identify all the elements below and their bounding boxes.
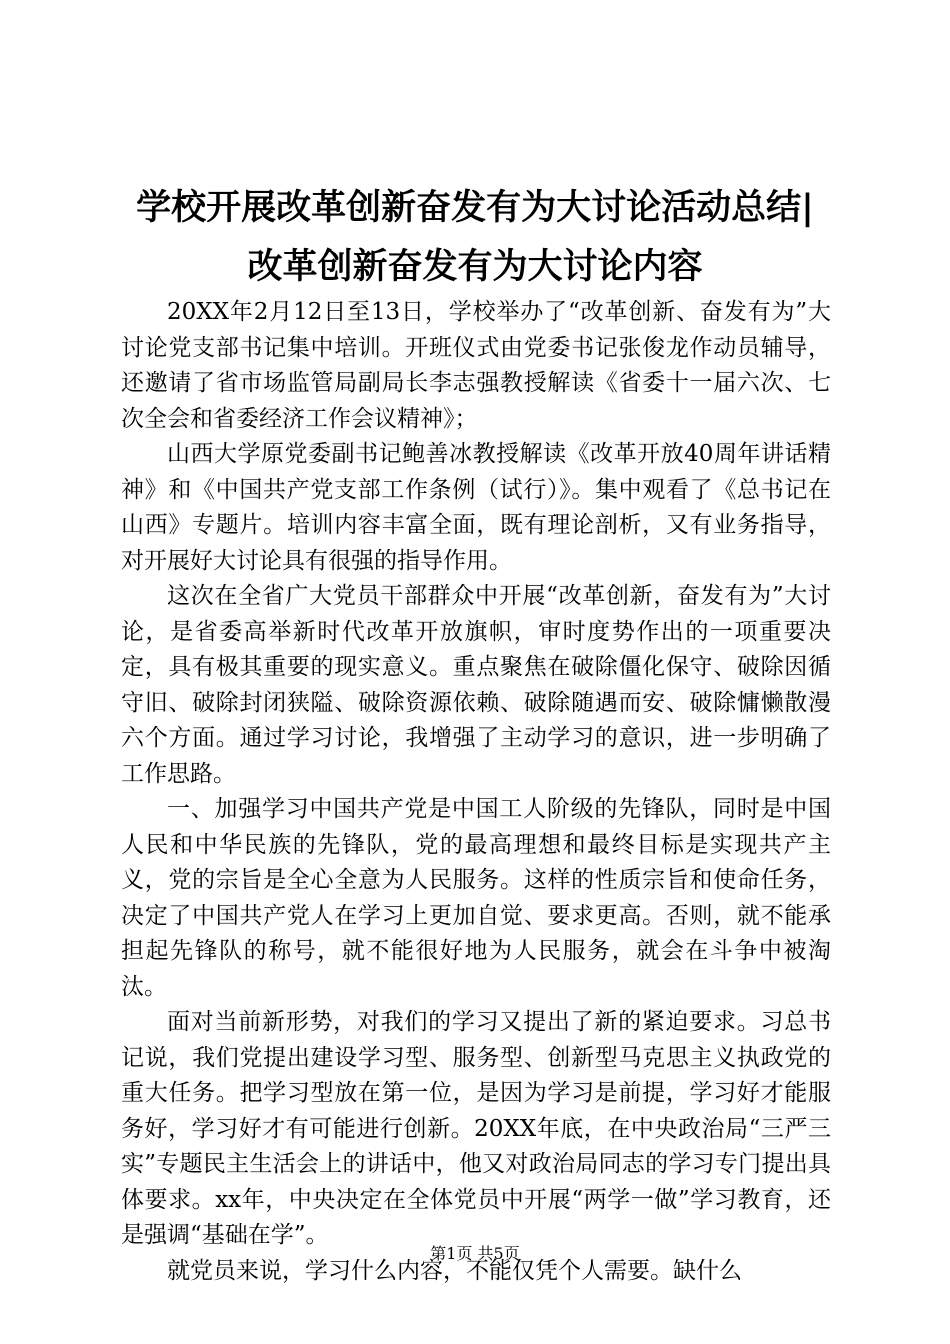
page-footer: 第1页 共5页 <box>430 1244 520 1263</box>
paragraph: 一、加强学习中国共产党是中国工人阶级的先锋队，同时是中国人民和中华民族的先锋队，党的最高理想和最终目标是实现共产主义，党的宗旨是全心全意为人民服务。这样的性质宗旨和使命任务，决定了中国共产党人在学习上更加自觉、要求更高。否则，就不能承担起先锋队的称号，就不能很好地为人民服务，就会在斗争中被淘汰。 <box>121 796 831 1000</box>
paragraph: 面对当前新形势，对我们的学习又提出了新的紧迫要求。习总书记说，我们党提出建设学习型、服务型、创新型马克思主义执政党的重大任务。把学习型放在第一位，是因为学习是前提，学习好才能服务好，学习好才有可能进行创新。20XX年底，在中央政治局“三严三实”专题民主生活会上的讲话中，他又对政治局同志的学习专门提出具体要求。xx年，中央决定在全体党员中开展“两学一做”学习教育，还是强调“基础在学”。 <box>121 1009 831 1248</box>
paragraph: 这次在全省广大党员干部群众中开展“改革创新，奋发有为”大讨论，是省委高举新时代改革开放旗帜，审时度势作出的一项重要决定，具有极其重要的现实意义。重点聚焦在破除僵化保守、破除因循守旧、破除封闭狭隘、破除资源依赖、破除随遇而安、破除慵懒散漫六个方面。通过学习讨论，我增强了主动学习的意识，进一步明确了工作思路。 <box>121 583 831 787</box>
paragraph: 就党员来说，学习什么内容，不能仅凭个人需要。缺什么 <box>167 1257 742 1284</box>
paragraph: 20XX年2月12日至13日，学校举办了“改革创新、奋发有为”大讨论党支部书记集中培训。开班仪式由党委书记张俊龙作动员辅导，还邀请了省市场监管局副局长李志强教授解读《省委十一届六次、七次全会和省委经济工作会议精神》； <box>121 299 831 432</box>
document-title-line-2: 改革创新奋发有为大讨论内容 <box>247 246 703 287</box>
document-body <box>121 295 831 1289</box>
document-title-line-1: 学校开展改革创新奋发有为大讨论活动总结| <box>136 187 814 228</box>
paragraph: 山西大学原党委副书记鲍善冰教授解读《改革开放40周年讲话精神》和《中国共产党支部工作条例（试行）》。集中观看了《总书记在山西》专题片。培训内容丰富全面，既有理论剖析，又有业务指导，对开展好大讨论具有很强的指导作用。 <box>121 441 831 574</box>
